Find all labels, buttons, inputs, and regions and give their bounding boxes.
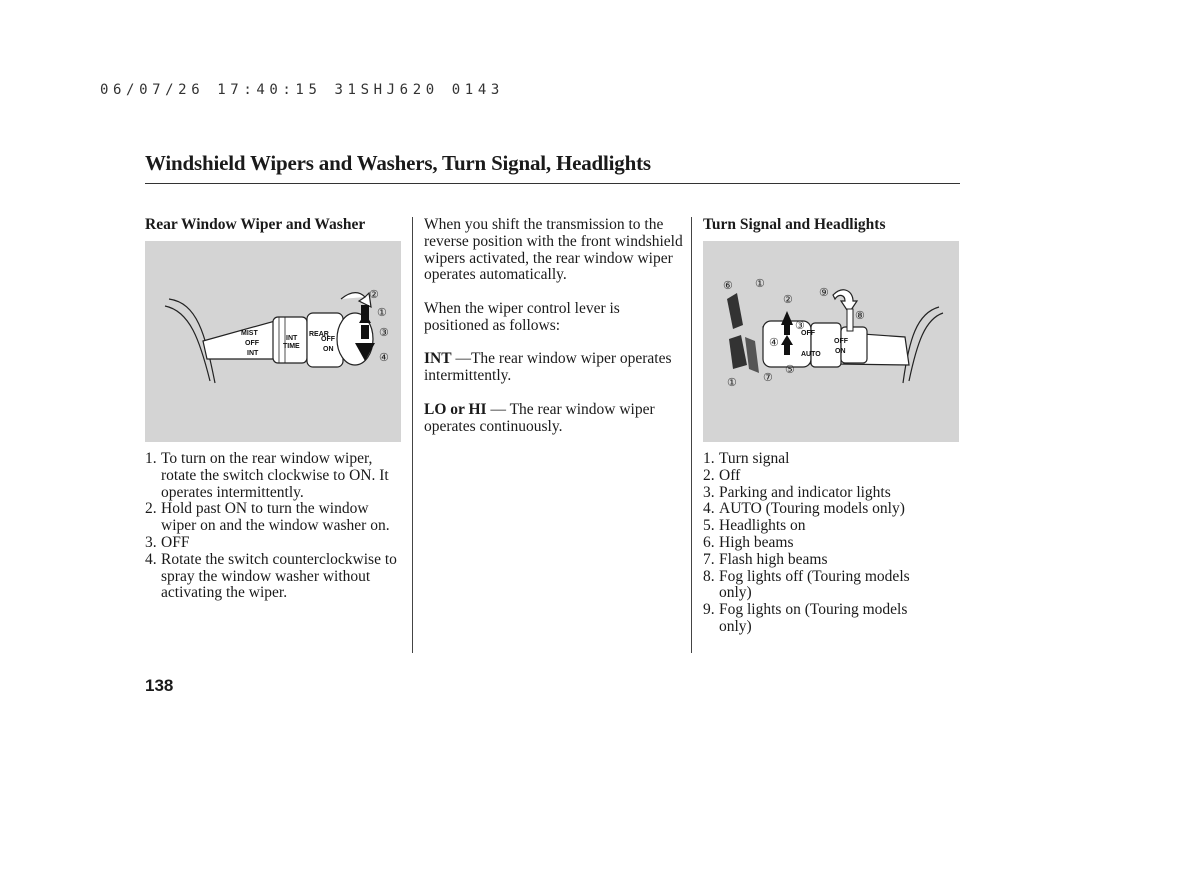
knob-label-rear: REAR [309, 331, 329, 338]
column-divider-2 [691, 217, 692, 653]
callout-2: ② [783, 293, 793, 306]
fog-label-on: ON [835, 348, 846, 355]
list-item: 2. Off [703, 466, 741, 484]
callout-1-top: ① [755, 277, 765, 290]
callout-1-bottom: ① [727, 376, 737, 389]
callout-6: ⑥ [723, 279, 733, 292]
callout-3: ③ [379, 326, 389, 339]
list-item: 3. OFF [145, 533, 190, 551]
lohi-paragraph: LO or HI ― The rear window wiper operates continuously. [424, 400, 655, 435]
page-number: 138 [145, 676, 174, 695]
list-item: 9. Fog lights on (Touring models only) [703, 601, 908, 635]
lever-label-int: INT [247, 350, 259, 357]
middle-column [424, 217, 686, 435]
list-item: 6. High beams [703, 533, 794, 551]
lever-label-off: OFF [801, 330, 815, 337]
list-item: 4. Rotate the switch counterclockwise to spray the window washer without activating the wiper. [145, 550, 397, 602]
turn-signal-heading: Turn Signal and Headlights [703, 216, 886, 233]
list-item: 4. AUTO (Touring models only) [703, 500, 905, 518]
print-timestamp: 06/07/26 17:40:15 31SHJ620 0143 [100, 82, 504, 98]
list-item: 1. Turn signal [703, 450, 790, 467]
rear-wiper-lever-illustration [145, 241, 401, 442]
lever-label-auto: AUTO [801, 351, 821, 358]
turn-signal-legend [703, 451, 943, 636]
knob-label-on: ON [323, 346, 334, 353]
list-item: 5. Headlights on [703, 517, 806, 535]
lever-label-mist: MIST [241, 330, 258, 337]
ring-label-int: INT [286, 335, 298, 342]
fog-label-off: OFF [834, 338, 848, 345]
callout-7: ⑦ [763, 371, 773, 384]
list-item: 8. Fog lights off (Touring models only) [703, 567, 910, 602]
list-item: 7. Flash high beams [703, 550, 828, 568]
callout-2: ② [369, 288, 379, 301]
int-paragraph: INT ―The rear window wiper operates intermittently. [424, 350, 672, 385]
rear-wiper-figure [145, 241, 401, 442]
list-item: 2. Hold past ON to turn the window wiper on and the window washer on. [145, 500, 390, 535]
callout-4: ④ [379, 351, 389, 364]
turn-signal-figure [703, 241, 959, 442]
callout-5: ⑤ [785, 363, 795, 376]
ring-label-time: TIME [283, 343, 300, 350]
lever-position-paragraph: When the wiper control lever is positioned as follows: [424, 299, 620, 334]
callout-3: ③ [795, 319, 805, 332]
rear-wiper-heading: Rear Window Wiper and Washer [145, 216, 366, 233]
lever-label-off: OFF [245, 340, 259, 347]
list-item: 1. To turn on the rear window wiper, rotate the switch clockwise to ON. It operates intermittently. [145, 450, 389, 501]
callout-4: ④ [769, 336, 779, 349]
callout-1: ① [377, 306, 387, 319]
callout-8: ⑧ [855, 309, 865, 322]
int-term: INT [424, 350, 452, 368]
reverse-paragraph: When you shift the transmission to the reverse position with the front windshield wipers activated, the rear window wiper operates automatically. [424, 216, 683, 284]
page-title: Windshield Wipers and Washers, Turn Signal, Headlights [145, 151, 651, 175]
rear-wiper-steps [145, 451, 405, 602]
list-item: 3. Parking and indicator lights [703, 483, 891, 501]
lohi-term: LO or HI [424, 400, 487, 418]
column-divider-1 [412, 217, 413, 653]
callout-9: ⑨ [819, 286, 829, 299]
turn-signal-lever-illustration [703, 241, 959, 442]
title-divider [145, 183, 960, 184]
knob-label-off: OFF [321, 336, 335, 343]
